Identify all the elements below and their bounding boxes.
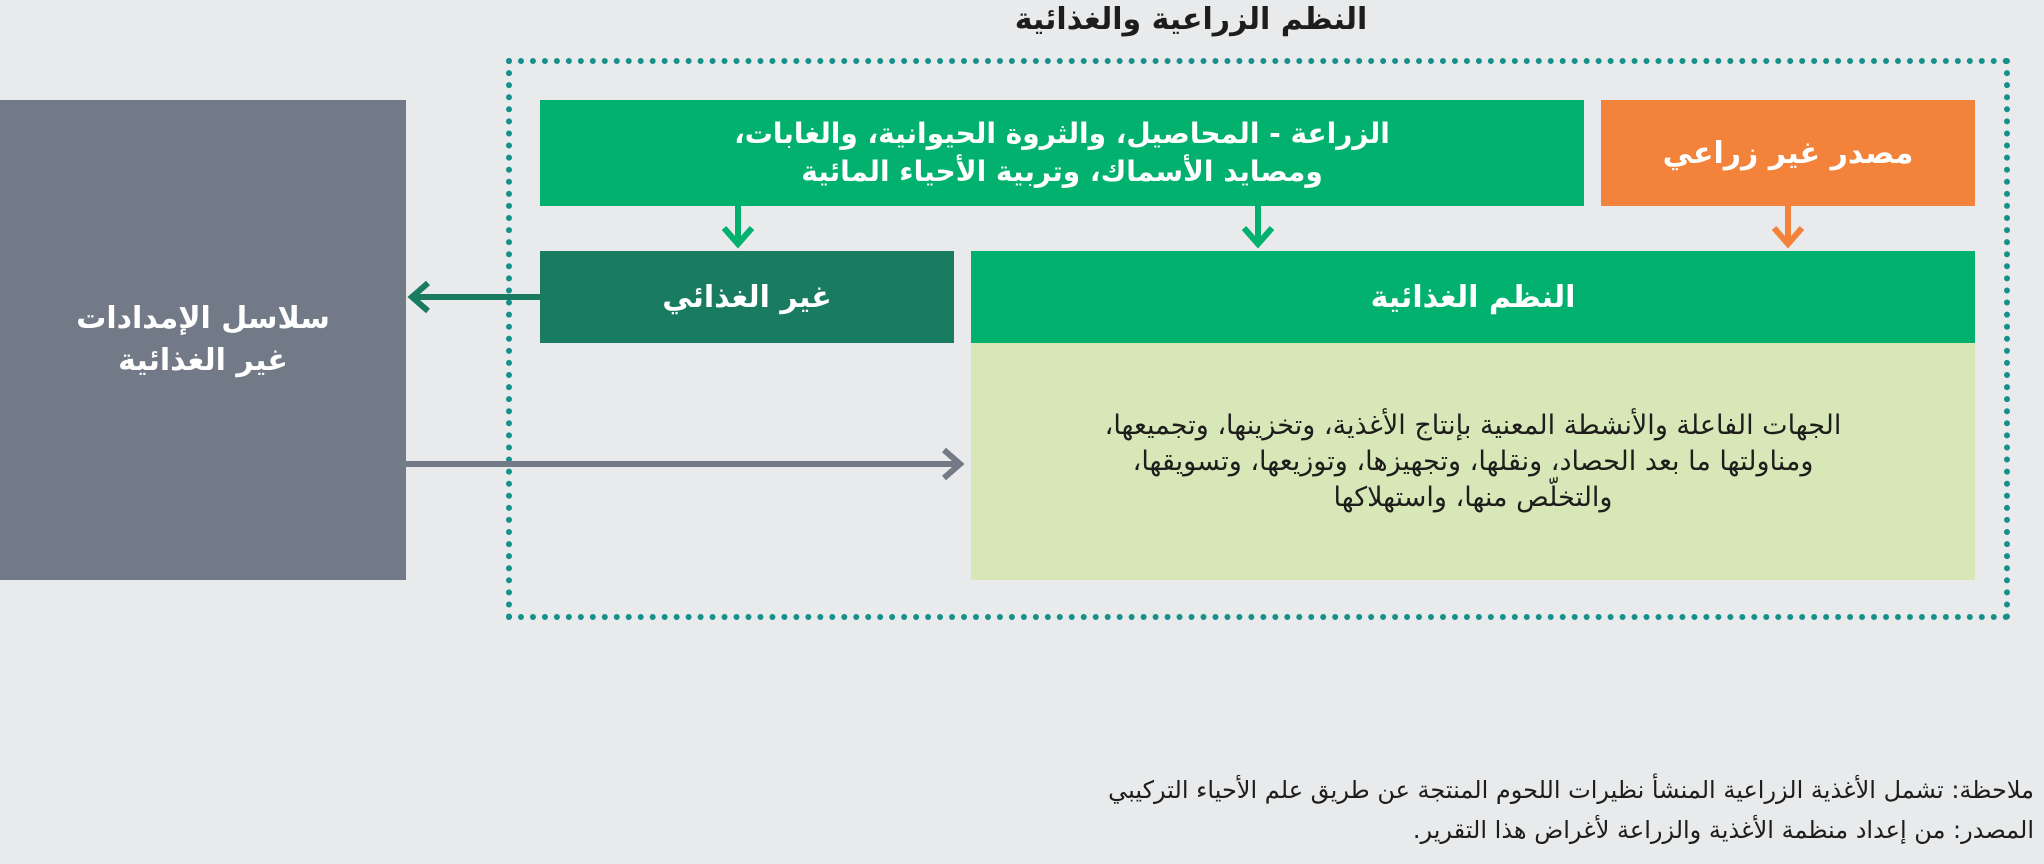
- food-systems-label: النظم الغذائية: [1370, 279, 1576, 315]
- arrow-agriculture-to-nonfood: [724, 206, 752, 244]
- supply-chains-line1: سلاسل الإمدادات: [76, 301, 330, 336]
- actors-line1: الجهات الفاعلة والأنشطة المعنية بإنتاج الأغذية، وتخزينها، وتجميعها،: [1104, 409, 1842, 441]
- arrow-supplychains-to-actors: [406, 450, 960, 478]
- actors-line3: والتخلّص منها، واستهلاكها: [1333, 481, 1613, 513]
- non-agricultural-source-label: مصدر غير زراعي: [1662, 135, 1914, 171]
- agriculture-label-line2: ومصايد الأسماك، وتربية الأحياء المائية: [801, 155, 1323, 188]
- supply-chains-line2: غير الغذائية: [118, 343, 288, 378]
- footnotes: [700, 770, 2034, 850]
- arrow-nonfood-to-supplychains: [412, 283, 540, 311]
- note-text: ملاحظة: تشمل الأغذية الزراعية المنشأ نظيرات اللحوم المنتجة عن طريق علم الأحياء التركيبي: [1108, 776, 2034, 804]
- source-text: المصدر: من إعداد منظمة الأغذية والزراعة لأغراض هذا التقرير.: [1412, 816, 2034, 844]
- diagram-title: النظم الزراعية والغذائية: [1014, 2, 1368, 37]
- non-food-label: غير الغذائي: [662, 279, 832, 315]
- actors-line2: ومناولتها ما بعد الحصاد، ونقلها، وتجهيزها، وتوزيعها، وتسويقها،: [1132, 445, 1814, 477]
- agriculture-label-line1: الزراعة - المحاصيل، والثروة الحيوانية، والغابات،: [734, 117, 1390, 150]
- arrow-nonag-to-foodsystems: [1774, 206, 1802, 244]
- arrow-agriculture-to-foodsystems: [1244, 206, 1272, 244]
